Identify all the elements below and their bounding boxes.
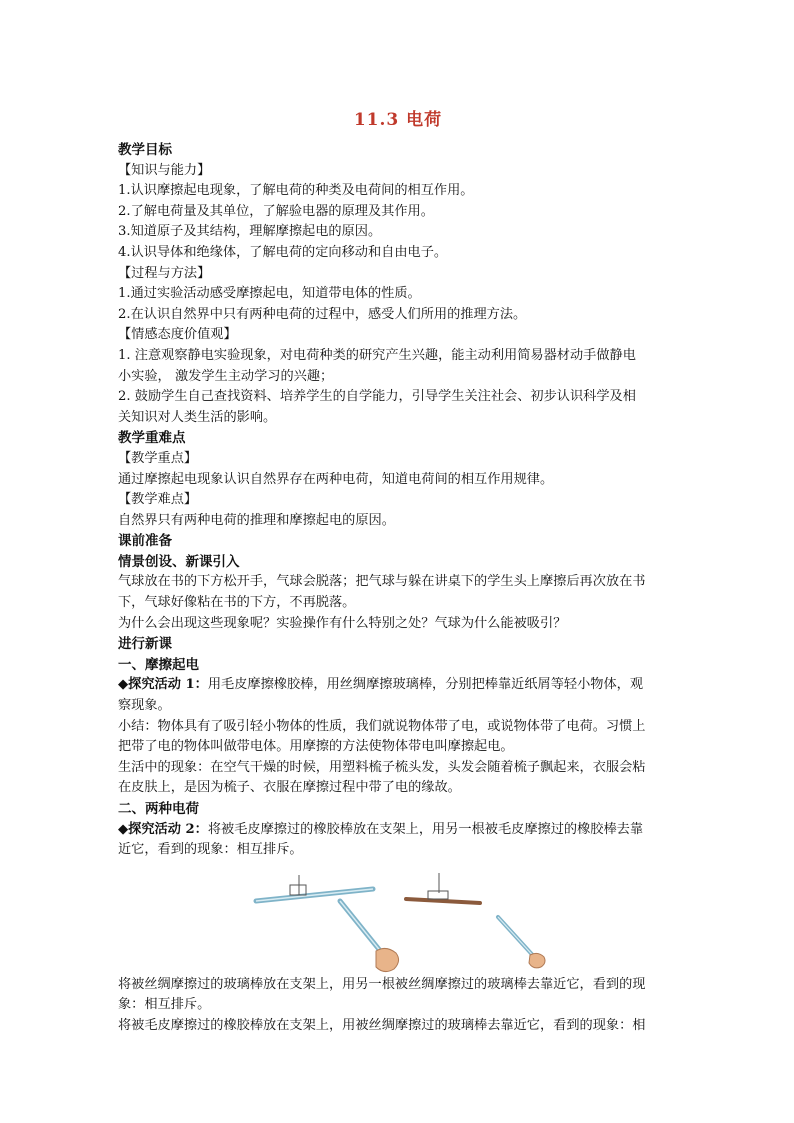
difficult-text: 自然界只有两种电荷的推理和摩擦起电的原因。 bbox=[118, 512, 395, 528]
subheading-knowledge-ability: 【知识与能力】 bbox=[118, 162, 211, 178]
emotion-item-1a: 1. 注意观察静电实验现象，对电荷种类的研究产生兴趣，能主动利用简易器材动手做静电 bbox=[118, 347, 636, 363]
activity2-text: 将被毛皮摩擦过的橡胶棒放在支架上，用另一根被毛皮摩擦过的橡胶棒去靠 bbox=[207, 821, 644, 837]
subheading-difficult: 【教学难点】 bbox=[118, 492, 198, 508]
activity2-label: ◆探究活动 2： bbox=[118, 821, 208, 837]
heading-teaching-goals: 教学目标 bbox=[118, 142, 172, 158]
scenario-text-1a: 气球放在书的下方松开手，气球会脱落；把气球与躲在讲桌下的学生头上摩擦后再次放在书 bbox=[118, 574, 646, 590]
mixed-rods-illustration bbox=[406, 873, 545, 968]
heading-scenario: 情景创设、新课引入 bbox=[118, 553, 240, 570]
goal-item-4: 4.认识导体和绝缘体，了解电荷的定向移动和自由电子。 bbox=[118, 244, 448, 260]
subheading-emotion: 【情感态度价值观】 bbox=[118, 327, 237, 343]
key-point-text: 通过摩擦起电现象认识自然界存在两种电荷，知道电荷间的相互作用规律。 bbox=[118, 471, 554, 487]
activity1-line-b: 察现象。 bbox=[118, 698, 171, 714]
rod-experiment-figure bbox=[118, 865, 678, 973]
heading-new-lesson: 进行新课 bbox=[118, 636, 172, 653]
activity1-line-a bbox=[118, 675, 678, 696]
scenario-text-1b: 下，气球好像粘在书的下方，不再脱落。 bbox=[118, 595, 356, 611]
mixed-experiment-line: 将被毛皮摩擦过的橡胶棒放在支架上，用被丝绸摩擦过的玻璃棒去靠近它，看到的现象：相 bbox=[118, 1017, 646, 1033]
glass-experiment-line-a: 将被丝绸摩擦过的玻璃棒放在支架上，用另一根被丝绸摩擦过的玻璃棒去靠近它，看到的现 bbox=[118, 976, 646, 992]
scenario-text-2: 为什么会出现这些现象呢？实验操作有什么特别之处？气球为什么能被吸引？ bbox=[118, 615, 567, 631]
summary1-line-a: 小结：物体具有了吸引轻小物体的性质，我们就说物体带了电，或说物体带了电荷。习惯上 bbox=[118, 718, 646, 734]
heading-prep: 课前准备 bbox=[118, 533, 172, 550]
heading-part2: 二、两种电荷 bbox=[118, 801, 199, 817]
emotion-item-2b: 关知识对人类生活的影响。 bbox=[118, 409, 277, 425]
rod-illustration bbox=[118, 865, 678, 973]
summary1-line-b: 把带了电的物体叫做带电体。用摩擦的方法使物体带电叫摩擦起电。 bbox=[118, 739, 514, 755]
process-item-2: 2.在认识自然界中只有两种电荷的过程中，感受人们所用的推理方法。 bbox=[118, 306, 527, 322]
goal-item-3: 3.知道原子及其结构，理解摩擦起电的原因。 bbox=[118, 224, 382, 240]
heading-key-difficult: 教学重难点 bbox=[118, 430, 186, 447]
goal-item-1: 1.认识摩擦起电现象，了解电荷的种类及电荷间的相互作用。 bbox=[118, 183, 474, 199]
life1-line-b: 在皮肤上，是因为梳子、衣服在摩擦过程中带了电的缘故。 bbox=[118, 780, 461, 796]
subheading-key-point: 【教学重点】 bbox=[118, 450, 198, 466]
activity1-text: 用毛皮摩擦橡胶棒，用丝绸摩擦玻璃棒，分别把棒靠近纸屑等轻小物体，观 bbox=[207, 677, 644, 693]
glass-experiment-line-b: 象：相互排斥。 bbox=[118, 997, 211, 1013]
activity2-line-a bbox=[118, 820, 678, 841]
activity2-line-b: 近它，看到的现象：相互排斥。 bbox=[118, 842, 303, 858]
process-item-1: 1.通过实验活动感受摩擦起电，知道带电体的性质。 bbox=[118, 286, 421, 302]
emotion-item-1b: 小实验， 激发学生主动学习的兴趣； bbox=[118, 368, 334, 384]
document-title: 11.3 电荷 bbox=[353, 110, 443, 130]
life1-line-a: 生活中的现象：在空气干燥的时候，用塑料梳子梳头发，头发会随着梳子飘起来，衣服会粘 bbox=[118, 759, 646, 775]
glass-rods-illustration bbox=[256, 875, 399, 972]
emotion-item-2a: 2. 鼓励学生自己查找资料、培养学生的自学能力，引导学生关注社会、初步认识科学及相 bbox=[118, 389, 636, 405]
heading-part1: 一、摩擦起电 bbox=[118, 656, 199, 673]
document-page bbox=[118, 105, 678, 1037]
goal-item-2: 2.了解电荷量及其单位，了解验电器的原理及其作用。 bbox=[118, 203, 434, 219]
activity1-label: ◆探究活动 1： bbox=[118, 677, 208, 693]
subheading-process-method: 【过程与方法】 bbox=[118, 265, 211, 281]
